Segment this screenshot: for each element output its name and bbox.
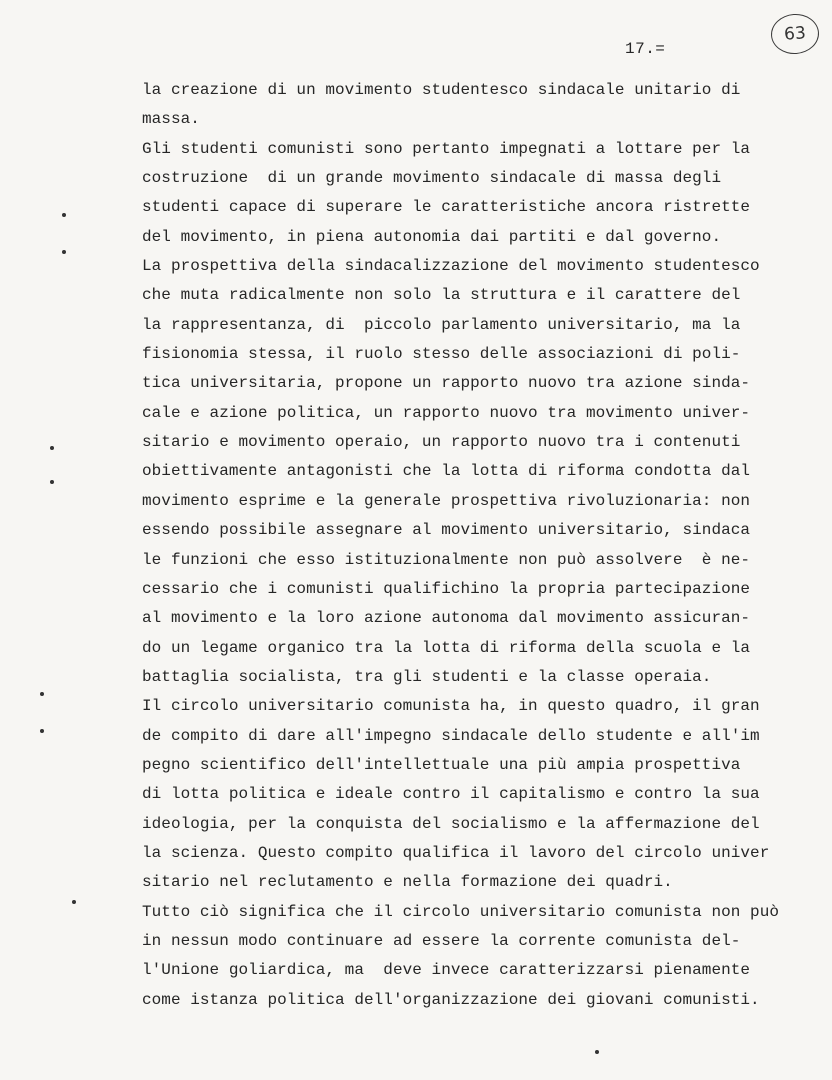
text-line: di lotta politica e ideale contro il capitalismo e contro la sua (142, 785, 760, 804)
text-line: in nessun modo continuare ad essere la corrente comunista del- (142, 931, 741, 950)
margin-mark (62, 250, 66, 254)
text-line: La prospettiva della sindacalizzazione del movimento studentesco (142, 257, 760, 276)
text-line: Gli studenti comunisti sono pertanto impegnati a lottare per la (142, 139, 751, 158)
text-line: obiettivamente antagonisti che la lotta di riforma condotta dal (142, 462, 751, 481)
text-line: costruzione di un grande movimento sindacale di massa degli (142, 169, 722, 188)
text-line: battaglia socialista, tra gli studenti e la classe operaia. (142, 667, 712, 686)
text-line: movimento esprime e la generale prospettiva rivoluzionaria: non (142, 491, 751, 510)
folio-stamp: 63 (770, 12, 821, 55)
text-line: sitario nel reclutamento e nella formazione dei quadri. (142, 873, 673, 892)
margin-mark (50, 446, 54, 450)
text-line: cessario che i comunisti qualifichino la propria partecipazione (142, 579, 751, 598)
margin-mark (72, 900, 76, 904)
text-line: ideologia, per la conquista del socialismo e la affermazione del (142, 814, 760, 833)
page-number: 17.= (625, 40, 666, 58)
text-line: pegno scientifico dell'intellettuale una più ampia prospettiva (142, 755, 741, 774)
margin-mark (40, 729, 44, 733)
text-line: la scienza. Questo compito qualifica il lavoro del circolo univer (142, 843, 770, 862)
text-line: Il circolo universitario comunista ha, in questo quadro, il gran (142, 697, 760, 716)
text-line: tica universitaria, propone un rapporto nuovo tra azione sinda- (142, 374, 751, 393)
text-line: cale e azione politica, un rapporto nuovo tra movimento univer- (142, 403, 751, 422)
text-line: la creazione di un movimento studentesco sindacale unitario di (142, 81, 741, 99)
text-line: del movimento, in piena autonomia dai partiti e dal governo. (142, 227, 722, 246)
text-line: come istanza politica dell'organizzazione dei giovani comunisti. (142, 990, 760, 1009)
margin-mark (40, 692, 44, 696)
text-line: do un legame organico tra la lotta di riforma della scuola e la (142, 638, 751, 657)
text-line: le funzioni che esso istituzionalmente non può assolvere è ne- (142, 550, 751, 569)
body-text (142, 76, 822, 1015)
margin-mark (62, 213, 66, 217)
text-line: essendo possibile assegnare al movimento universitario, sindaca (142, 521, 751, 540)
text-line: che muta radicalmente non solo la struttura e il carattere del (142, 286, 741, 305)
margin-mark (595, 1050, 599, 1054)
text-line: studenti capace di superare le caratteristiche ancora ristrette (142, 198, 751, 217)
text-line: la rappresentanza, di piccolo parlamento universitario, ma la (142, 315, 741, 334)
text-line: l'Unione goliardica, ma deve invece caratterizzarsi pienamente (142, 961, 751, 980)
text-line: fisionomia stessa, il ruolo stesso delle associazioni di poli- (142, 345, 741, 364)
text-line: massa. (142, 110, 200, 129)
text-line: Tutto ciò significa che il circolo universitario comunista non può (142, 902, 780, 921)
margin-mark (50, 480, 54, 484)
text-line: de compito di dare all'impegno sindacale dello studente e all'im (142, 726, 760, 745)
text-line: al movimento e la loro azione autonoma dal movimento assicuran- (142, 609, 751, 628)
text-line: sitario e movimento operaio, un rapporto nuovo tra i contenuti (142, 433, 741, 452)
